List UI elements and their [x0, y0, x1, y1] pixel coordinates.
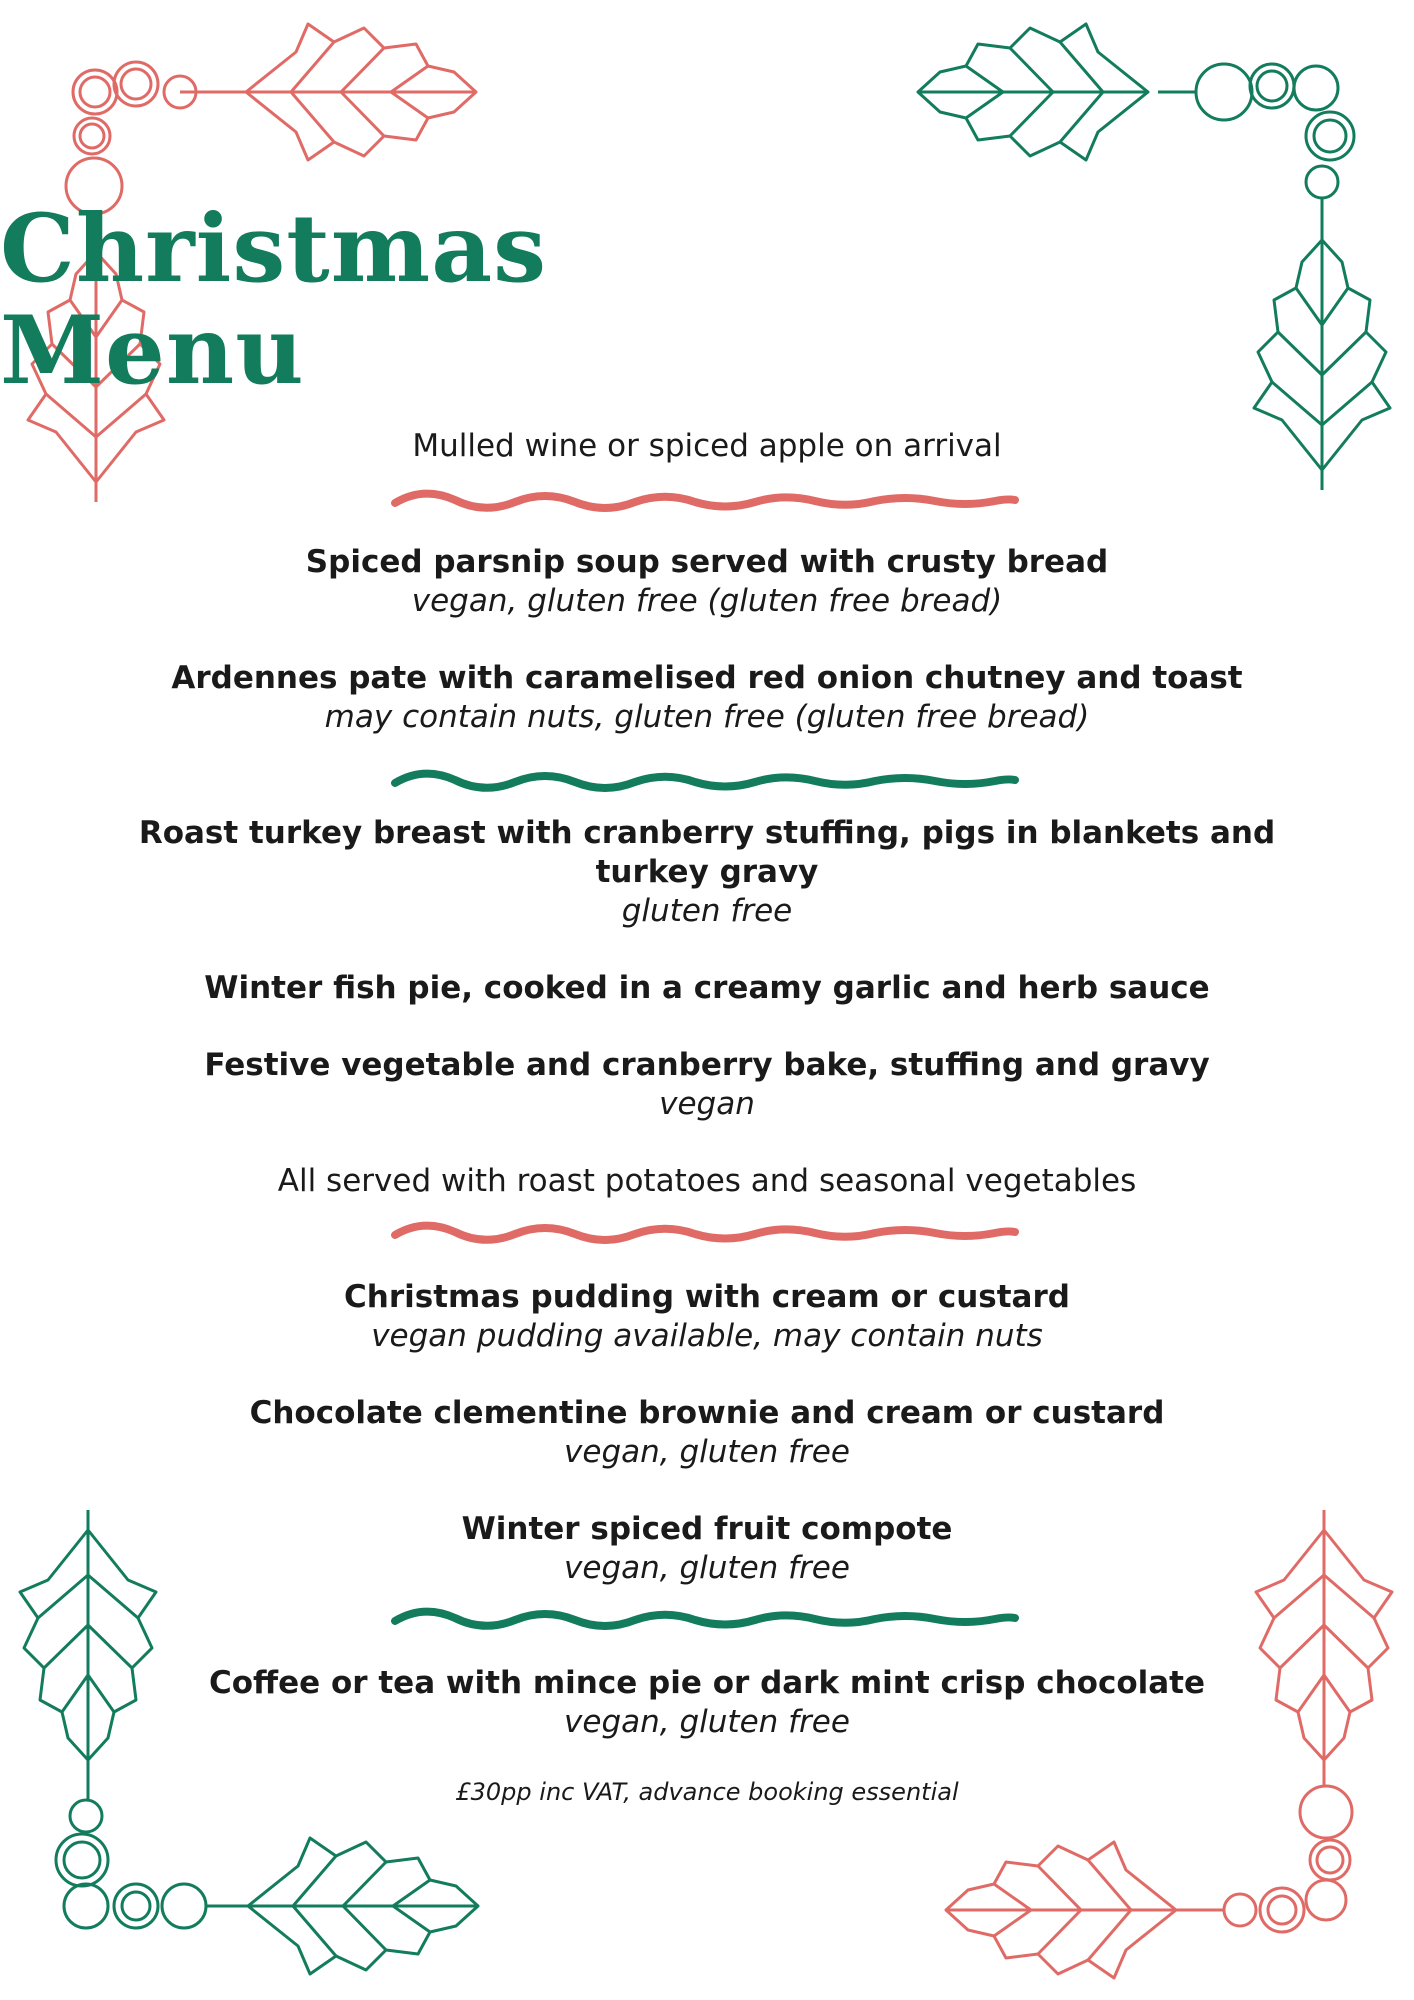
arrival-drink: Mulled wine or spiced apple on arrival	[412, 428, 1002, 464]
main-dish: turkey gravy	[595, 854, 819, 890]
dessert-dish: Christmas pudding with cream or custard	[344, 1279, 1070, 1315]
main-note: vegan	[659, 1086, 755, 1122]
page-title	[0, 194, 1414, 406]
dessert-note: vegan, gluten free	[564, 1550, 850, 1586]
wavy-divider-green	[390, 1604, 1020, 1634]
starter-note: may contain nuts, gluten free (gluten free bread)	[324, 699, 1090, 735]
title-line-1: Christmas	[0, 194, 548, 304]
dessert-dish: Winter spiced fruit compote	[461, 1511, 953, 1547]
wavy-divider-green	[390, 766, 1020, 796]
finish-note: vegan, gluten free	[564, 1704, 850, 1740]
mains-footer: All served with roast potatoes and seasonal vegetables	[277, 1163, 1137, 1199]
main-dish: Roast turkey breast with cranberry stuffing, pigs in blankets and	[138, 815, 1276, 851]
dessert-dish: Chocolate clementine brownie and cream or custard	[249, 1395, 1165, 1431]
main-dish: Winter fish pie, cooked in a creamy garlic and herb sauce	[204, 970, 1210, 1006]
title-line-2: Menu	[0, 296, 305, 406]
price-note: £30pp inc VAT, advance booking essential	[455, 1778, 959, 1806]
wavy-divider-red	[390, 1218, 1020, 1248]
dessert-note: vegan pudding available, may contain nuts	[371, 1318, 1043, 1354]
starter-dish: Ardennes pate with caramelised red onion chutney and toast	[171, 660, 1243, 696]
dessert-note: vegan, gluten free	[564, 1434, 850, 1470]
wavy-divider-red	[390, 486, 1020, 516]
finish-dish: Coffee or tea with mince pie or dark mint crisp chocolate	[208, 1665, 1206, 1701]
starter-dish: Spiced parsnip soup served with crusty bread	[305, 544, 1109, 580]
main-dish: Festive vegetable and cranberry bake, stuffing and gravy	[204, 1047, 1210, 1083]
starter-note: vegan, gluten free (gluten free bread)	[411, 583, 1003, 619]
main-note: gluten free	[621, 893, 793, 929]
